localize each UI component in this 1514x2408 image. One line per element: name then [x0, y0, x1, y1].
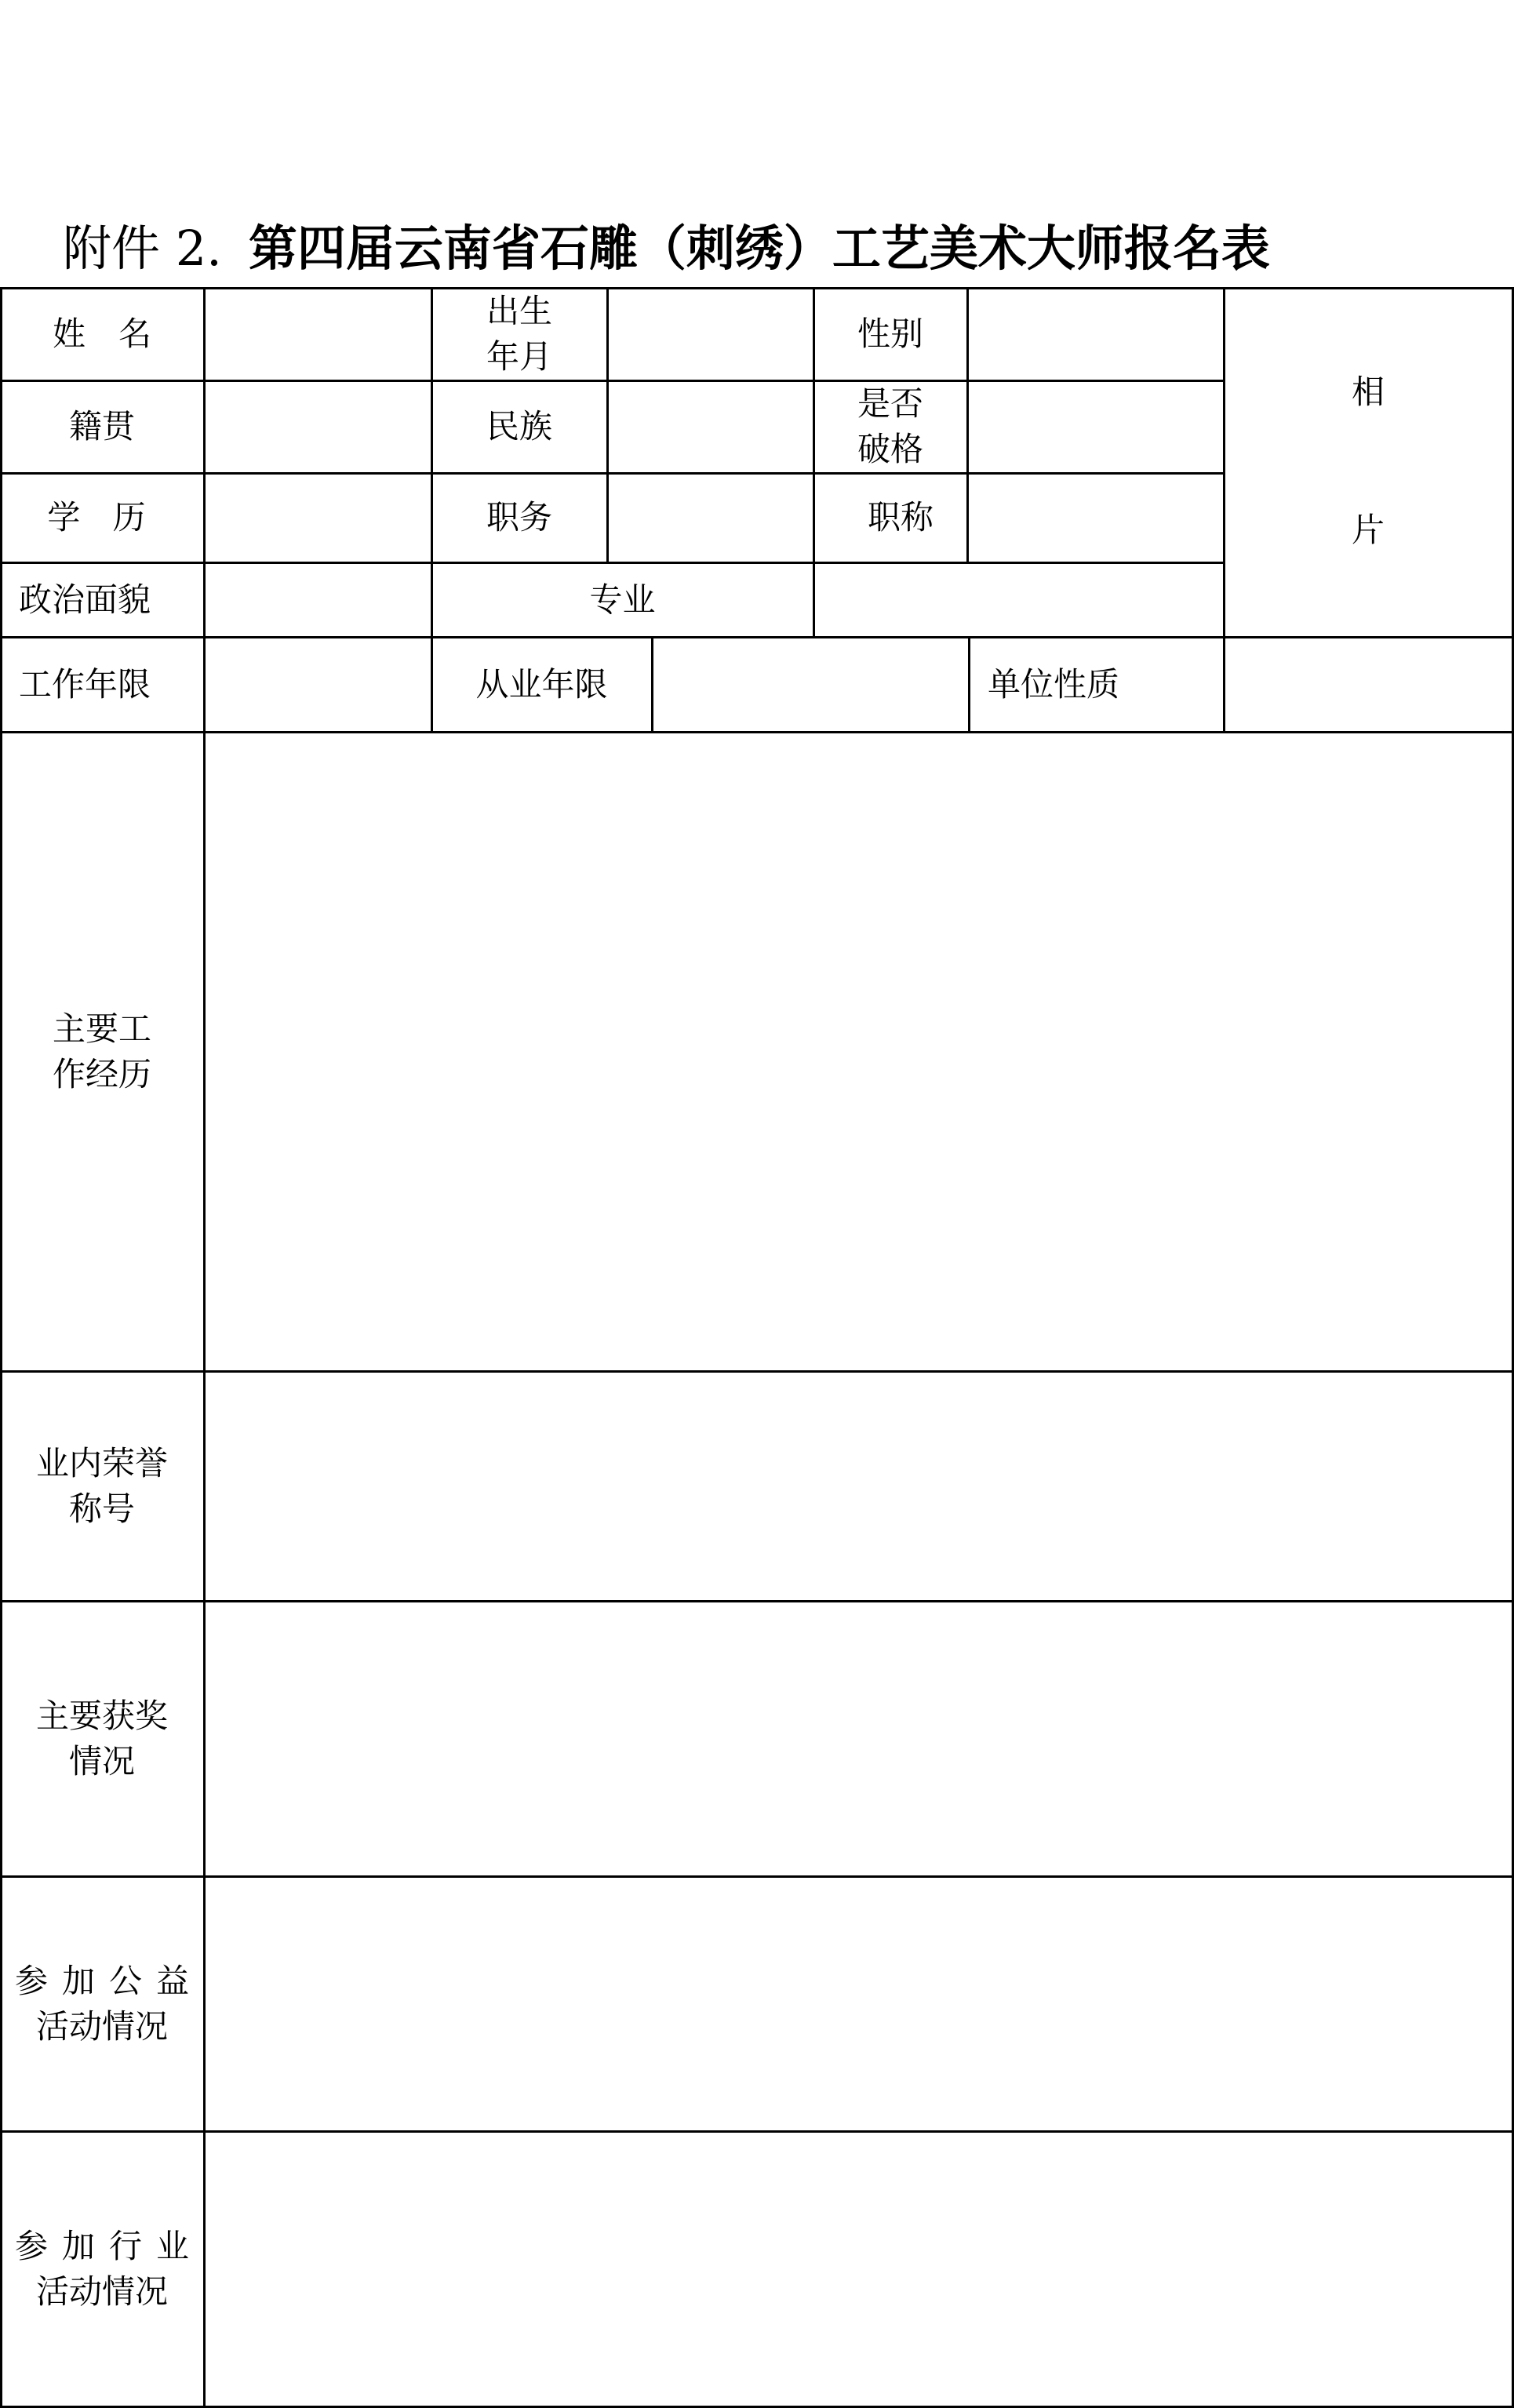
political-input-cell[interactable]: [204, 562, 431, 637]
political-label-cell: [0, 562, 204, 637]
experience-label-line2: 作经历: [52, 1054, 151, 1093]
native-place-label-cell: [0, 380, 204, 473]
birth-label-cell: [431, 287, 607, 381]
charity-label-cell: [0, 1876, 204, 2131]
position-input-cell[interactable]: [607, 473, 813, 562]
experience-input-area[interactable]: [204, 732, 1512, 1371]
unit-nature-label-cell: [969, 637, 1224, 732]
education-label-cell: [0, 473, 204, 562]
awards-input-area[interactable]: [204, 1601, 1512, 1876]
name-input-cell[interactable]: [204, 287, 431, 381]
photo-cell[interactable]: [1224, 287, 1512, 637]
native-place-input-cell[interactable]: [204, 380, 431, 473]
title-prefix: 附件 2.: [63, 220, 222, 277]
exceptional-input-cell[interactable]: [967, 380, 1224, 473]
industry-activity-label-cell: [0, 2131, 204, 2406]
gender-label-cell: [813, 287, 967, 381]
exceptional-label-cell: [813, 380, 967, 473]
industry-activity-label-line2: 活动情况: [35, 2272, 168, 2311]
birth-input-cell[interactable]: [607, 287, 813, 381]
photo-label-line2: 片: [1351, 511, 1385, 549]
industry-years-label: 从业年限: [475, 664, 608, 704]
industry-years-label-cell: [431, 637, 652, 732]
industry-years-input-cell[interactable]: [652, 637, 969, 732]
ethnicity-input-cell[interactable]: [607, 380, 813, 473]
gender-input-cell[interactable]: [967, 287, 1224, 381]
ethnicity-label: 民族: [486, 407, 552, 446]
photo-label-line1: 相: [1351, 373, 1385, 411]
industry-activity-input-area[interactable]: [204, 2131, 1512, 2406]
photo-label-top: [1224, 369, 1512, 416]
awards-label-line1: 主要获奖: [35, 1696, 168, 1735]
exceptional-label-line1: 是否: [857, 384, 923, 423]
title-rank-label: 职称: [867, 498, 934, 537]
specialty-input-cell[interactable]: [813, 562, 1224, 637]
birth-label-line1: 出生: [486, 292, 552, 330]
political-label: 政治面貌: [19, 580, 151, 619]
birth-label-line2: 年月: [486, 337, 552, 376]
charity-input-area[interactable]: [204, 1876, 1512, 2131]
experience-label-line1: 主要工: [52, 1009, 151, 1048]
position-label: 职务: [486, 498, 552, 537]
honors-label-line1: 业内荣誉: [35, 1443, 168, 1482]
awards-label-cell: [0, 1601, 204, 1876]
work-years-label: 工作年限: [19, 664, 151, 704]
title-text: 第四届云南省石雕（刺绣）工艺美术大师报名表: [248, 220, 1270, 277]
specialty-label-cell: [431, 562, 813, 637]
work-years-input-cell[interactable]: [204, 637, 431, 732]
name-label-cell: [0, 287, 204, 381]
specialty-label: 专业: [589, 580, 656, 619]
gender-label: 性别: [857, 315, 923, 353]
unit-nature-label: 单位性质: [988, 664, 1120, 704]
native-place-label: 籍贯: [68, 407, 135, 446]
honors-label-line2: 称号: [68, 1489, 135, 1528]
ethnicity-label-cell: [431, 380, 607, 473]
industry-activity-label-line1: 参加行业: [14, 2226, 203, 2265]
honors-label-cell: [0, 1371, 204, 1601]
charity-label-line1: 参加公益: [14, 1961, 203, 2000]
honors-input-area[interactable]: [204, 1371, 1512, 1601]
title-rank-label-cell: [813, 473, 988, 562]
exceptional-label-line2: 破格: [857, 430, 923, 468]
experience-label-cell: [0, 732, 204, 1371]
position-label-cell: [431, 473, 607, 562]
photo-label-bottom: [1224, 507, 1512, 554]
education-label: 学 历: [47, 498, 157, 537]
awards-label-line2: 情况: [68, 1741, 135, 1781]
charity-label-line2: 活动情况: [35, 2006, 168, 2046]
work-years-label-cell: [0, 637, 204, 732]
unit-nature-input-cell[interactable]: [1224, 637, 1512, 732]
title-rank-input-cell[interactable]: [988, 473, 1224, 562]
name-label: 姓 名: [52, 315, 151, 353]
education-input-cell[interactable]: [204, 473, 431, 562]
